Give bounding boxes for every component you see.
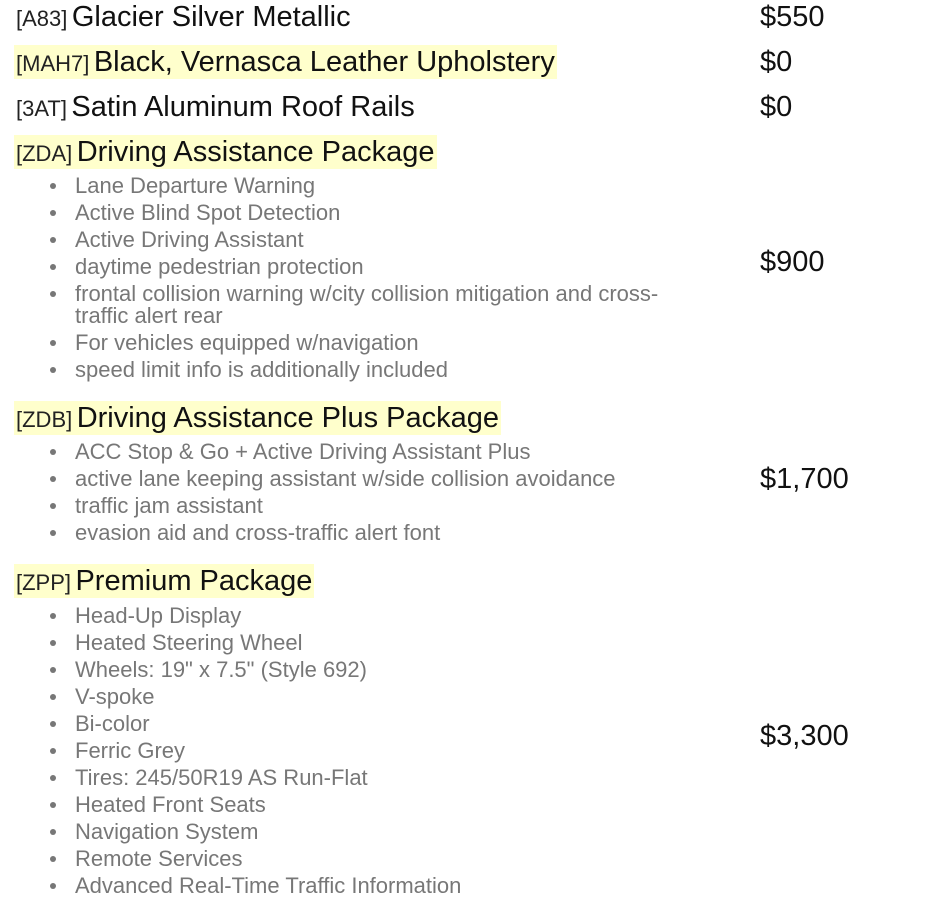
feature-item: V-spoke [48, 686, 688, 708]
feature-item: Ferric Grey [48, 740, 688, 762]
feature-item: Remote Services [48, 848, 688, 870]
feature-item: evasion aid and cross-traffic alert font [48, 522, 688, 544]
option-name: Glacier Silver Metallic [71, 1, 351, 33]
feature-item: Active Blind Spot Detection [48, 202, 688, 224]
option-code: [MAH7] [16, 51, 90, 76]
feature-list [48, 441, 688, 549]
option-price: $900 [760, 246, 825, 278]
option-code: [ZDB] [16, 407, 73, 432]
option-title [14, 135, 437, 169]
option-price: $1,700 [760, 463, 849, 495]
feature-item: daytime pedestrian protection [48, 256, 688, 278]
feature-list [48, 175, 688, 386]
option-code: [ZDA] [16, 141, 73, 166]
option-name: Driving Assistance Plus Package [76, 402, 499, 434]
option-price: $0 [760, 46, 793, 78]
feature-item: For vehicles equipped w/navigation [48, 332, 688, 354]
option-price: $550 [760, 1, 825, 33]
feature-item: frontal collision warning w/city collision mitigation and cross-traffic alert rear [48, 283, 688, 327]
option-price: $3,300 [760, 720, 849, 752]
feature-item: Heated Steering Wheel [48, 632, 688, 654]
option-title [14, 564, 314, 598]
feature-item: Bi-color [48, 713, 688, 735]
option-code: [A83] [16, 6, 68, 31]
feature-item: active lane keeping assistant w/side collision avoidance [48, 468, 688, 490]
feature-item: Active Driving Assistant [48, 229, 688, 251]
feature-item: Head-Up Display [48, 605, 688, 627]
feature-item: Wheels: 19" x 7.5" (Style 692) [48, 659, 688, 681]
feature-item: ACC Stop & Go + Active Driving Assistant Plus [48, 441, 688, 463]
option-code: [3AT] [16, 96, 67, 121]
option-title [14, 401, 501, 435]
option-price: $0 [760, 91, 793, 123]
feature-item: speed limit info is additionally included [48, 359, 688, 381]
option-title [14, 45, 557, 79]
feature-item: traffic jam assistant [48, 495, 688, 517]
feature-item: Tires: 245/50R19 AS Run-Flat [48, 767, 688, 789]
option-code: [ZPP] [16, 570, 72, 595]
feature-item: Lane Departure Warning [48, 175, 688, 197]
option-name: Driving Assistance Package [76, 136, 435, 168]
feature-item: Advanced Real-Time Traffic Information [48, 875, 688, 897]
feature-item: Navigation System [48, 821, 688, 843]
option-name: Premium Package [75, 565, 313, 597]
option-name: Satin Aluminum Roof Rails [71, 91, 415, 123]
option-title [14, 0, 353, 34]
option-title [14, 90, 417, 124]
option-name: Black, Vernasca Leather Upholstery [93, 46, 555, 78]
feature-item: Heated Front Seats [48, 794, 688, 816]
feature-list [48, 605, 688, 902]
